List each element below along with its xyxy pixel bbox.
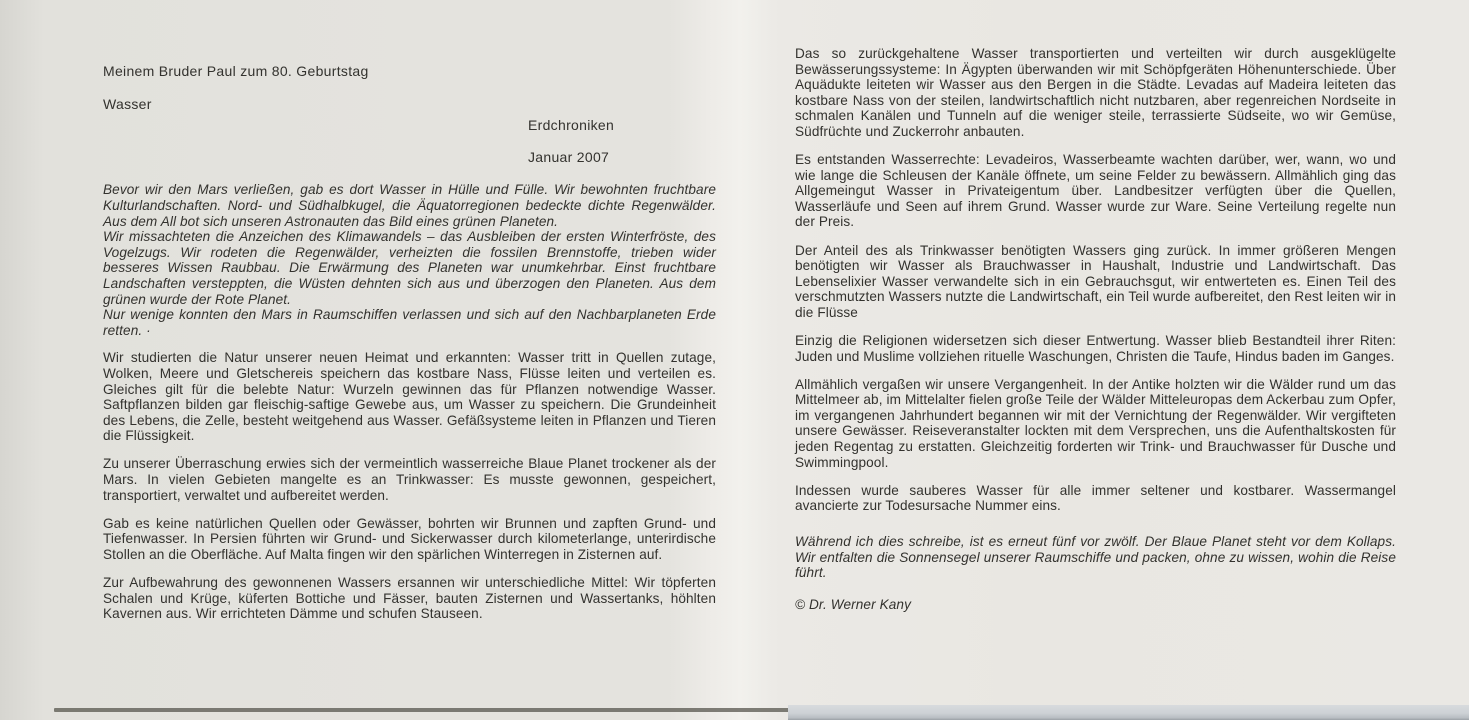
intro-paragraph: Bevor wir den Mars verließen, gab es dort Wasser in Hülle und Fülle. Wir bewohnten fruchtbare Kulturlandschaften. Nord- und Südhalbkugel, die Äquatorregionen bedeckte dichte Regenwälder. Aus dem All bot sich unseren Astronauten das Bild eines grünen Planeten. [103,182,716,229]
dedication: Meinem Bruder Paul zum 80. Geburtstag [103,63,369,79]
page-bottom-shadow-right [788,705,1469,720]
body-paragraph: Wir studierten die Natur unserer neuen Heimat und erkannten: Wasser tritt in Quellen zutage, Wolken, Meere und Gletschereis speichern das kostbare Nass, Flüsse leiten und verteilen es. Gleiches gilt für die belebte Natur: Wurzeln gewinnen das für Pflanzen notwendige Wasser. Saftpflanzen bilden gar fleischig-saftige Gewebe aus, um Wasser zu speichern. Die Grundeinheit des Lebens, die Zelle, besteht weitgehend aus Wasser. Gefäßsysteme leiten in Pflanzen und Tieren die Flüssigkeit. [103,350,716,444]
body-paragraph: Zu unserer Überraschung erwies sich der vermeintlich wasserreiche Blaue Planet trockener als der Mars. In vielen Gebieten mangelte es an Trinkwasser: Es musste gewonnen, gespeichert, transportiert, verwaltet und aufbereitet werden. [103,456,716,503]
page-title: Wasser [103,95,152,112]
left-page [103,0,716,634]
intro-italic-block [103,182,716,338]
copyright-line: © Dr. Werner Kany [795,596,911,612]
body-paragraph: Es entstanden Wasserrechte: Levadeiros, Wasserbeamte wachten darüber, wer, wann, wo und wie lange die Schleusen der Kanäle öffnete, um seine Felder zu bewässern. Allmählich ging das Allgemeingut Wasser in Privateigentum über. Landbesitzer verfügten über die Quellen, Wasserläufe und Seen auf ihrem Grund. Wasser wurde zur Ware. Seine Verteilung regelte nun der Preis. [795,152,1396,230]
body-paragraph: Allmählich vergaßen wir unsere Vergangenheit. In der Antike holzten wir die Wälder rund um das Mittelmeer ab, im Mittelalter fielen große Teile der Wälder Mitteleuropas dem Ackerbau zum Opfer, im vergangenen Jahrhundert begannen wir mit der Vernichtung der Regenwälder. Wir vergifteten unsere Gewässer. Reiseveranstalter lockten mit dem Versprechen, uns die Aufenthaltskosten für jeden Regentag zu erstatten. Gleichzeitig forderten wir Trink- und Brauchwasser für Dusche und Swimmingpool. [795,376,1396,470]
series-name: Erdchroniken [528,117,615,134]
intro-paragraph: Nur wenige konnten den Mars in Raumschiffen verlassen und sich auf den Nachbarplaneten Erde retten. · [103,307,716,338]
body-paragraph: Der Anteil des als Trinkwasser benötigten Wassers ging zurück. In immer größeren Mengen benötigten wir Wasser als Brauchwasser in Haushalt, Industrie und Landwirtschaft. Das Lebenselixier Wasser verwandelte sich in ein Gebrauchsgut, wir entwerteten es. Einen Teil des verschmutzten Wassers nutzte die Landwirtschaft, ein Teil wurde aufbereitet, den Rest leiten wir in die Flüsse [795,242,1396,320]
body-paragraph: Das so zurückgehaltene Wasser transportierten und verteilten wir durch ausgeklügelte Bewässerungssysteme: In Ägypten überwanden wir mit Schöpfgeräten Höhenunterschiede. Über Aquädukte leiteten wir Wasser aus den Bergen in die Städte. Levadas auf Madeira leiteten das kostbare Nass von der steilen, landwirtschaftlich nicht nutzbaren, aber regenreichen Nordseite in schmalen Kanälen und Tunneln auf die weniger steile, terrassierte Südseite, wo wir Gemüse, Südfrüchte und Zuckerrohr anbauten. [795,46,1396,139]
body-paragraph: Indessen wurde sauberes Wasser für alle immer seltener und kostbarer. Wassermangel avancierte zur Todesursache Nummer eins. [795,482,1396,514]
page-bottom-shadow-left [54,708,790,712]
date-line: Januar 2007 [528,148,610,165]
body-paragraph: Gab es keine natürlichen Quellen oder Gewässer, bohrten wir Brunnen und zapften Grund- und Tiefenwasser. In Persien führten wir Grund- und Sickerwasser durch kilometerlange, unterirdische Stollen an die Oberfläche. Auf Malta fingen wir den spärlichen Winterregen in Zisternen auf. [103,515,716,562]
body-paragraph: Zur Aufbewahrung des gewonnenen Wassers ersannen wir unterschiedliche Mittel: Wir töpferten Schalen und Krüge, küferten Bottiche und Fässer, bauten Zisternen und Wassertanks, höhlten Kavernen aus. Wir errichteten Dämme und schufen Stauseen. [103,574,716,622]
right-page [795,0,1396,612]
closing-italic-paragraph: Während ich dies schreibe, ist es erneut fünf vor zwölf. Der Blaue Planet steht vor dem Kollaps. Wir entfalten die Sonnensegel unserer Raumschiffe und packen, ohne zu wissen, wohin die Reise führt. [795,533,1396,581]
body-paragraph: Einzig die Religionen widersetzen sich dieser Entwertung. Wasser blieb Bestandteil ihrer Riten: Juden und Muslime vollziehen rituelle Waschungen, Christen die Taufe, Hindus baden im Ganges. [795,333,1396,364]
intro-paragraph: Wir missachteten die Anzeichen des Klimawandels – das Ausbleiben der ersten Winterfröste, des Vogelzugs. Wir rodeten die Regenwälder, verheizten die fossilen Brennstoffe, trieben wider besseres Wissen Raubbau. Die Erwärmung des Planeten war unumkehrbar. Einst fruchtbare Landschaften versteppten, die Wüsten dehnten sich aus und überzogen den Planeten. Aus dem grünen wurde der Rote Planet. [103,229,716,307]
